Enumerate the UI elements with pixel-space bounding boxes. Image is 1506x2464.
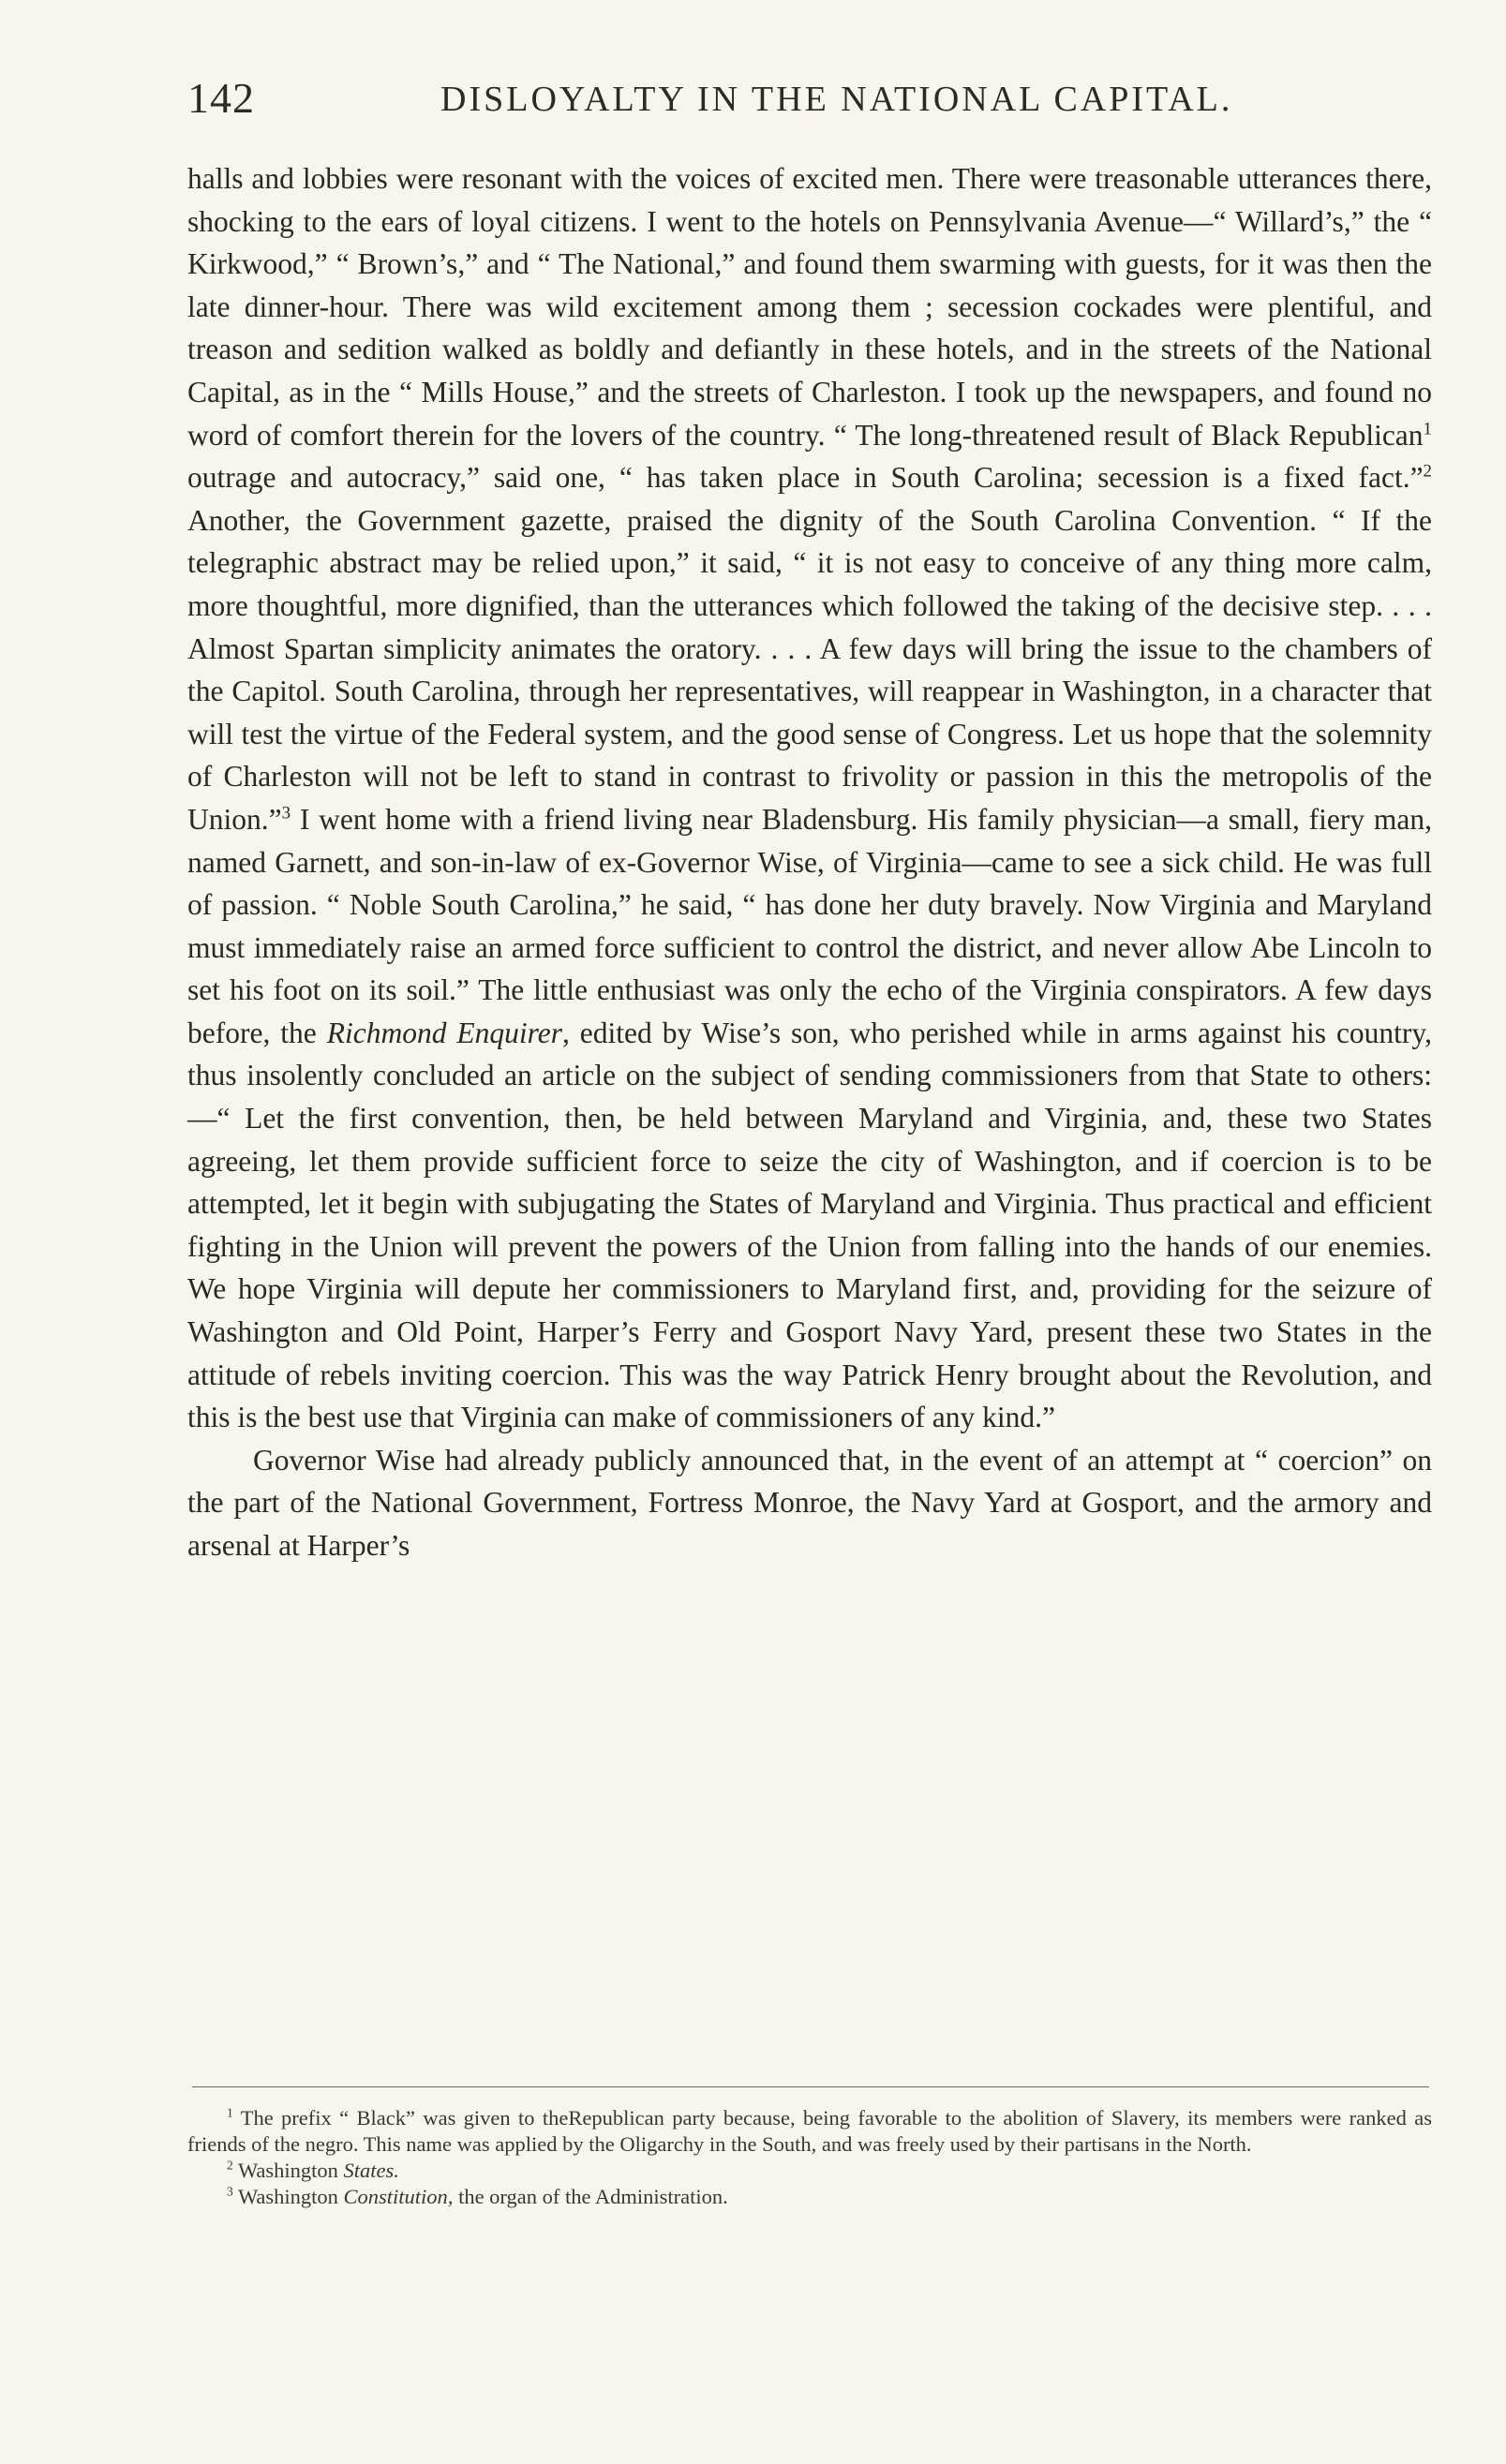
page-header <box>187 73 1384 129</box>
running-title: DISLOYALTY IN THE NATIONAL CAPITAL. <box>440 80 1233 119</box>
paragraph-1 <box>187 157 1432 1439</box>
text-run: outrage and autocracy,” said one, “ has taken place in South Carolina; secession is a fixed fact.” <box>187 461 1424 495</box>
footnote-3 <box>187 2184 1432 2210</box>
footnote-ref-2: 2 <box>1423 461 1432 482</box>
footnote-number: 2 <box>227 2158 233 2173</box>
main-text <box>187 157 1432 1567</box>
text-run: halls and lobbies were resonant with the voices of excited men. There were treasonable utterances there, shocking to the ears of loyal citizens. I went to the hotels on Pennsylvania Avenue—“ Willard’s,” the “ Kirkwood,” “ Brown’s,” and “ The National,” and found them swarming with guests, for it was then the late dinner-hour. There was wild excitement among them ; secession cockades were plentiful, and treason and sedition walked as boldly and defiantly in these hotels, and in the streets of the National Capital, as in the “ Mills House,” and the streets of Charleston. I took up the newspapers, and found no word of comfort therein for the lovers of the country. “ The long-threatened result of Black Republican <box>187 162 1432 452</box>
text-run: , edited by Wise’s son, who perished while in arms against his country, thus insolently concluded an article on the subject of sending commissioners from that State to others: —“ Let the first convention, then, be held between Maryland and Virginia, and, these two States agreeing, let them provide sufficient force to seize the city of Washington, and if coercion is to be attempted, let it begin with subjugating the States of Maryland and Virginia. Thus practical and efficient fighting in the Union will prevent the powers of the Union from falling into the hands of our enemies. We hope Virginia will depute her commissioners to Maryland first, and, providing for the seizure of Washington and Old Point, Harper’s Ferry and Gosport Navy Yard, present these two States in the attitude of rebels inviting coercion. This was the way Patrick Henry brought about the Revolution, and this is the best use that Virginia can make of commissioners of any kind.” <box>187 1016 1432 1434</box>
newspaper-title: Richmond Enquirer <box>326 1016 562 1049</box>
footnote-title: States. <box>343 2159 399 2182</box>
footnote-ref-3: 3 <box>281 803 291 824</box>
text-run: Another, the Government gazette, praised the dignity of the South Carolina Convention. “ If the telegraphic abstract may be relied upon,” it said, “ it is not easy to conceive of any thing more calm, more thoughtful, more dignified, than the utterances which followed the taking of the decisive step. . . . Almost Spartan simplicity animates the oratory. . . . A few days will bring the issue to the chambers of the Capitol. South Carolina, through her representatives, will reappear in Washington, in a character that will test the virtue of the Federal system, and the good sense of Congress. Let us hope that the solemnity of Charleston will not be left to stand in contrast to frivolity or passion in this the metropolis of the Union.” <box>187 503 1432 836</box>
text-run: I went home with a friend living near Bladensburg. His family physician—a small, fiery man, named Garnett, and son-in-law of ex-Governor Wise, of Virginia—came to see a sick child. He was full of passion. “ Noble South Carolina,” he said, “ has done her duty bravely. Now Virginia and Maryland must immediately raise an armed force sufficient to control the district, and never allow Abe Lincoln to set his foot on its soil.” The little enthusiast was only the echo of the Virginia conspirators. A few days before, the <box>187 802 1432 1049</box>
footnotes <box>187 2105 1432 2210</box>
page-number: 142 <box>187 74 255 122</box>
footnote-text: The prefix “ Black” was given to theRepublican party because, being favorable to the abolition of Slavery, its members were ranked as friends of the negro. This name was applied by the Oligarchy in the South, and was freely used by their partisans in the North. <box>187 2106 1432 2156</box>
footnote-number: 3 <box>227 2184 233 2199</box>
footnote-1 <box>187 2105 1432 2158</box>
footnote-divider <box>192 2086 1429 2087</box>
footnote-text: , the organ of the Administration. <box>447 2185 728 2208</box>
footnote-ref-1: 1 <box>1423 419 1432 439</box>
footnote-text: Washington <box>232 2159 344 2182</box>
footnote-text: Washington <box>232 2185 344 2208</box>
footnote-2 <box>187 2158 1432 2184</box>
footnote-title: Constitution <box>343 2185 448 2208</box>
paragraph-2: Governor Wise had already publicly announced that, in the event of an attempt at “ coercion” on the part of the National Government, Fortress Monroe, the Navy Yard at Gosport, and the armory and arsenal at Harper’s <box>187 1443 1432 1562</box>
footnote-number: 1 <box>227 2105 233 2120</box>
